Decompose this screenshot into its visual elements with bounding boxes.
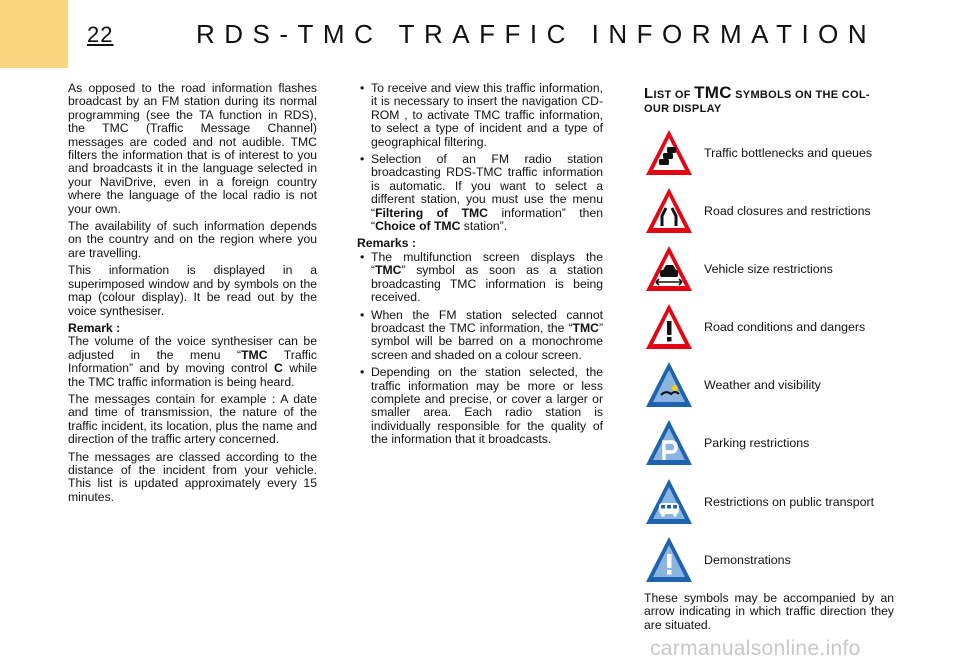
symbol-label: Parking restrictions	[704, 436, 810, 450]
danger-exclamation-icon	[644, 302, 694, 352]
symbol-row-demonstrations	[644, 535, 904, 585]
vehicle-size-icon	[644, 244, 694, 294]
symbol-row-parking	[644, 418, 904, 468]
remark-barred-symbol: • When the FM station selected cannot broadcast the TMC information, the “TMC” symbol will be barred on a monochrome screen and shaded on a colour screen.	[357, 309, 603, 363]
symbol-label: Vehicle size restrictions	[704, 262, 833, 276]
symbol-row-traffic	[644, 128, 904, 178]
bullet-receive: • To receive and view this traffic information, it is necessary to insert the navigation CD-ROM , to activate TMC traffic information, to select a type of incident and a type of geographical filtering.	[357, 82, 603, 149]
bullet-selection: • Selection of an FM radio station broadcasting RDS-TMC traffic information is automatic. If you want to select a different station, you must use the menu “Filtering of TMC information” then “Choice of TMC station”.	[357, 153, 603, 233]
symbol-row-closures	[644, 186, 904, 236]
remark-heading: Remark :	[68, 320, 121, 335]
page-title: RDS-TMC TRAFFIC INFORMATION	[196, 19, 877, 49]
remarks-heading: Remarks :	[357, 236, 416, 251]
intro-paragraph: As opposed to the road information flashes broadcast by an FM station during its normal programming (see the TA function in RDS), the TMC (Traffic Message Channel) messages are coded and not audible. TMC filters the information that is of interest to you and broadcasts it in the language selected in your NaviDrive, even in a foreign country where the language of the local radio is not your own.	[68, 81, 317, 216]
symbol-row-weather	[644, 360, 904, 410]
road-narrows-icon	[644, 186, 694, 236]
remark-display-symbol: • The multifunction screen displays the “TMC” symbol as soon as a station broadcasting TMC information is being received.	[357, 251, 603, 305]
weather-icon	[644, 360, 694, 410]
symbol-row-vehicle-size	[644, 244, 904, 294]
remark-paragraph: The volume of the voice synthesiser can be adjusted in the menu “TMC Traffic Information” and by moving control C while the TMC traffic information is being heard.	[68, 334, 318, 389]
column-intro	[68, 82, 317, 508]
demonstration-exclamation-icon	[644, 535, 694, 585]
symbol-label: Road conditions and dangers	[704, 320, 866, 334]
messages-content-paragraph: The messages contain for example : A date and time of transmission, the nature of the traffic incident, its location, plus the name and direction of the traffic artery concerned.	[68, 391, 317, 447]
traffic-queue-icon	[644, 128, 694, 178]
symbol-row-dangers	[644, 302, 904, 352]
page-number: 22	[87, 22, 114, 47]
corner-tab	[0, 0, 68, 68]
display-paragraph: This information is displayed in a superimposed window and by symbols on the map (colour display). It be read out by the voice synthesiser.	[68, 263, 317, 318]
symbol-list-heading: LIST OF TMC SYMBOLS ON THE COL- OUR DISPLAY	[644, 83, 870, 115]
remark-station-quality: • Depending on the station selected, the traffic information may be more or less complete and precise, or cover a larger or smaller area. Each radio station is individually responsible for the quality of the information that it broadcasts.	[357, 366, 603, 446]
availability-paragraph: The availability of such information depends on the country and on the region where you are travelling.	[68, 219, 317, 260]
symbol-label: Traffic bottlenecks and queues	[704, 146, 873, 160]
symbol-label: Road closures and restrictions	[704, 204, 871, 218]
parking-icon	[644, 418, 694, 468]
remarks-list	[357, 251, 603, 447]
symbol-row-public-transport	[644, 477, 904, 527]
bus-icon	[644, 477, 694, 527]
column-instructions	[357, 82, 603, 451]
symbols-footer-note: These symbols may be accompanied by an arrow indicating in which traffic direction they are situated.	[644, 591, 894, 632]
symbol-label: Weather and visibility	[704, 378, 821, 392]
symbol-label: Demonstrations	[704, 553, 791, 567]
symbol-label: Restrictions on public transport	[704, 495, 875, 509]
symbol-list-heading-box	[644, 83, 894, 124]
messages-class-paragraph: The messages are classed according to the distance of the incident from your vehicle. This list is updated approximately every 15 minutes.	[68, 449, 317, 504]
watermark: carmanualsonline.info	[650, 637, 861, 660]
